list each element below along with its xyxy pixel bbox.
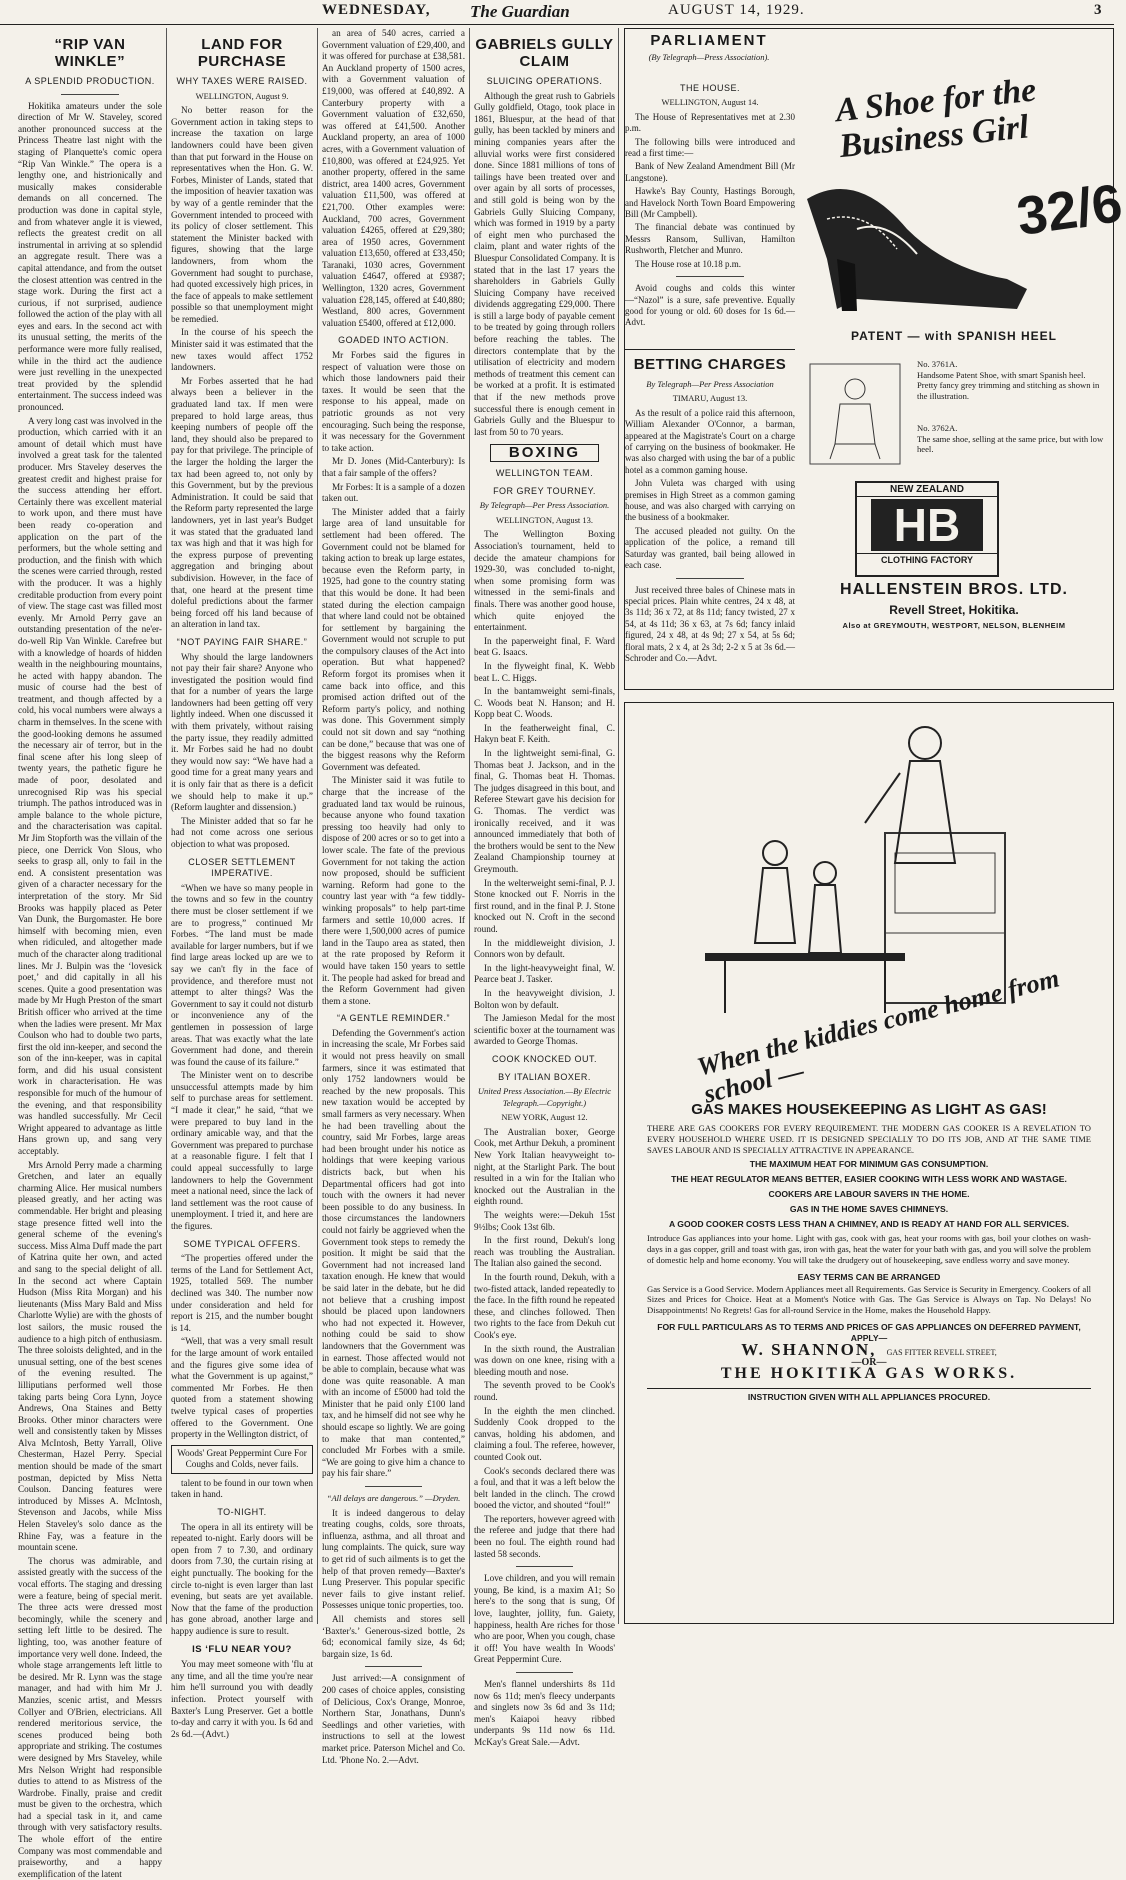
paragraph: In the flyweight final, K. Webb beat L. C. Higgs.	[474, 660, 615, 683]
paragraph: The Minister said it was futile to charge that the increase of the graduated land tax would be ruinous, because anyone who found taxation pressing too heavily had only to dispose of 200 acres or so to get into a lower scale. The fate of the previous Government for not taking the action now proposed, should be sufficient warning. Reform had gone to the country last year with “a few tiddly-winking proposals” to help part-time farmers and settle 10,000 acres. If there were 1,500,000 acres of pumice land in the Taupo area as stated, then at the rate proposed by Reform it would have taken 150 years to settle it. The people had asked for bread and the Reform Government had given them a stone.	[322, 775, 465, 1006]
dateline: TIMARU, August 13.	[672, 393, 748, 404]
gas-ad-company: THE HOKITIKA GAS WORKS.	[720, 1365, 1018, 1383]
product-description: Handsome Patent Shoe, with smart Spanish heel. Pretty fancy grey trimming and stitching as shown in the illustration.	[917, 369, 1100, 401]
parliament-body	[625, 81, 795, 331]
paragraph: In the eighth the men clinched. Suddenly Cook dropped to the canvas, holding his abdomen, and claiming a foul. The referee, however, counted Cook out.	[474, 1405, 615, 1462]
paragraph: Although the great rush to Gabriels Gully goldfield, Otago, took place in 1861, Bluespur, at the head of that gully, has been tackled by miners and mining companies years after the alluvial works were first considered done. Since 1881 millions of tons of tailings have been treated over and over again by all sorts of processes, and still gold is being won by the Gabriels Gully Sluicing Company, which was formed in 1919 by a party of eight men who purchased the claim, plant and water rights of the Bluespur Consolidated Company. It is stated that in the last 17 years the shareholders in Gabriels Gully Sluicing Company have received dividends aggregating £29,000. There is still a large body of payable cement to be treated by going through rollers before reaching the tables. The directors contemplate that by the utilisation of electricity and modern methods of treatment this cement can be worked at a profit. It is estimated that if the new methods prove successful there is enough cement in Gabriels Gully and the Bluespur to last from 50 to 70 years.	[474, 90, 615, 437]
gas-ad-or: —OR—	[851, 1357, 887, 1369]
store-address: Revell Street, Hokitika.	[889, 603, 1019, 617]
paragraph: In the welterweight semi-final, P. J. Stone knocked out F. Norris in the first round, and in the final P. J. Stone knocked out N. Croft in the second round.	[474, 877, 615, 934]
gas-ad-terms-heading: EASY TERMS CAN BE ARRANGED	[797, 1271, 941, 1282]
gas-ad-fitter-name: W. SHANNON,	[741, 1339, 877, 1359]
paragraph: The Wellington Boxing Association's tournament, held to decide the amateur champions for 1929-30, was concluded to-night, when some promising form was witnessed in the semi-finals and finals. There was another good house, which quite enjoyed the entertainment.	[474, 529, 615, 633]
paragraph: In the middleweight division, J. Connors won by default.	[474, 937, 615, 960]
paragraph: In the heavyweight division, J. Bolton won by default.	[474, 987, 615, 1010]
section-heading: CLOSER SETTLEMENT IMPERATIVE.	[188, 856, 296, 879]
paragraph: The Minister went on to describe unsuccessful attempts made by him self to purchase areas for settlement. “I made it clear,” he said, “that we were prepared to buy land in the ordinary amicable way, and that the Government was prepared to purchase at a reasonable figure. I felt that I could appeal successfully to large landowners to help the Government meet a national need, since the lack of land settlement was the root cause of unemployment. I tried it, and here are the figures.	[171, 1070, 313, 1231]
article-headline: LAND FOR PURCHASE	[197, 36, 287, 70]
gas-ad-point: A GOOD COOKER COSTS LESS THAN A CHIMNEY, AND IS READY AT HAND FOR ALL SERVICES.	[669, 1218, 1069, 1229]
divider	[516, 1566, 572, 1567]
paragraph: A very long cast was involved in the production, which carried with it an amount of detail which must have involved a great task for the talented producer. Mrs Staveley deserves the greatest credit and highest praise for the success attending her effort. Certainly there was excellent material to work upon, and there must have been ready co-operation and application on the part of the performers, but the whole setting and production, and the finish with which the scenes were carried through, rested with the producer. It was a highly creditable production from every point of view. The stage cast was filled most evenly. Mr Arnold Perry gave an outstanding presentation of the ne'er-do-well Rip Van Winkle. Carefree but with a knowledge of hoards of hidden wealth in the neighbouring mountains, he acted with happy abandon. The music of course had the best of treatment, and though affected by a cold, his vocal numbers were always a charm in themselves. In the scene with the good-looking demons he assumed the necessary air of terror, but in the final scene after his long sleep of twenty years, the pathetic figure he made of poor, desolated and unrecognised Rip was his special triumph. The pathos introduced was in ample balance to the whole picture, and the characterisation was capital. Mr Jim Stopforth was the villain of the piece, one Derrick Von Slous, who seeks to grasp all, only to fail in the end. A consistent presentation was given of a character necessary for the interpretation of the story. Mr Sid Brooks was happily placed as Peter Van Dunk, the Burgomaster. He bore himself with becoming mien, even when ridiculed, and altogether made much of the character along traditional lines. Mr J. Bulpin was the ‘lovesick poet,’ and did capitally in all his scenes. Quite a good presentation was made by Mr Hugh Preston of the smart British officer who arrived at the time when the ladies were present. Mr Max Coulson who had to double two parts, first the old inn-keeper, and second the son of the inn-keeper, was in capital form, and did his usual consistent work in characterisation. He was responsible for much of the humour of the evening, and that responsibility was handled successfully. Mr Cecil Wright appeared to advantage as little Hans grown up, and sang very acceptably.	[18, 415, 162, 1157]
shoe-tagline: PATENT — with SPANISH HEEL	[850, 329, 1057, 343]
paragraph: Mr D. Jones (Mid-Canterbury): Is that a fair sample of the offers?	[322, 456, 465, 478]
page-number: 3	[1094, 2, 1102, 18]
paragraph: No better reason for the Government action in taking steps to increase the taxation on large landowners could have been given than that put forward in the House on representatives when the Hon. G. W. Forbes, Minister of Lands, stated that the imposition of heavier taxation was by way of a gentle reminder that the Government intended to proceed with its policy of closer settlement. This statement the Minister backed with figures, showing that the large landowners, from whom the Government had sought to purchase, had quoted excessively high prices, in the face of appeals to make settlement possible so that unemployment might be remedied.	[171, 105, 313, 324]
paragraph: Why should the large landowners not pay their fair share? Anyone who investigated the position would find that for a number of years the large landowners had been getting off very lightly indeed. When one discussed it with them privately, without raising the party issue, they readily admitted it. Mr Forbes said he had no doubt they would now say: “We have had a good time for a great many years and it is only fair that as there is a deficit we should help to make it up.” (Reform laughter and dissension.)	[171, 651, 313, 813]
divider	[61, 94, 119, 95]
product-description: The same shoe, selling at the same price, but with low heel.	[917, 433, 1104, 454]
quotation: “All delays are dangerous.” —Dryden.	[326, 1493, 461, 1504]
boxing-headline: BOXING	[490, 444, 599, 462]
article-headline: “RIP VAN WINKLE”	[54, 36, 126, 70]
divider	[516, 1672, 572, 1673]
paragraph: The House rose at 10.18 p.m.	[635, 258, 741, 269]
section-heading: BY ITALIAN BOXER.	[498, 1071, 591, 1082]
shoe-description	[917, 359, 1107, 455]
section-heading: GOADED INTO ACTION.	[338, 335, 449, 346]
hb-logo-factory: CLOTHING FACTORY	[857, 553, 997, 565]
section-heading: IS ‘FLU NEAR YOU?	[192, 1643, 292, 1655]
byline: By Telegraph—Per Press Association	[646, 379, 774, 389]
section-heading: COOK KNOCKED OUT.	[491, 1053, 597, 1064]
paragraph: The seventh proved to be Cook's round.	[474, 1380, 615, 1402]
hb-logo	[855, 481, 999, 577]
hokitika-gas-works-ad	[624, 702, 1114, 1624]
byline: By Telegraph—Per Press Association.	[479, 500, 610, 511]
store-branches: Also at GREYMOUTH, WESTPORT, NELSON, BLENHEIM	[842, 621, 1066, 630]
paragraph: “The properties offered under the terms of the Land for Settlement Act, 1925, totalled 569. The number declined was 340. The number now under consideration and held for report is 215, and the number bought is 14.	[171, 1253, 313, 1333]
product-number: No. 3761A.	[917, 359, 958, 369]
section-heading: TO-NIGHT.	[217, 1507, 267, 1518]
byline: (By Telegraph—Press Association).	[648, 52, 770, 62]
paragraph: The reporters, however agreed with the referee and judge that there had been no foul. The eighth round had lasted 58 seconds.	[474, 1513, 615, 1559]
section-heading: WELLINGTON TEAM.	[495, 468, 594, 478]
gas-ad-contact	[647, 1339, 1091, 1359]
paragraph: Men's flannel undershirts 8s 11d now 6s 11d; men's fleecy underpants and singlets now 3s 6d and 3s 11d; men's Kaiapoi heavy ribbed underpants 9s 11d now 6s 11d. McKay's Great Sale.—Advt.	[474, 1679, 615, 1747]
paragraph: In the fourth round, Dekuh, with a two-fisted attack, landed repeatedly to the face. In the fifth round he repeated these, and clinches followed. Then two rights to the face from Dekuh cut Cook's eye.	[474, 1272, 615, 1340]
paragraph: As the result of a police raid this afternoon, William Alexander O'Connor, a barman, appeared at the Magistrate's Court on a charge of carrying on the business of bookmaker. He was also charged with using the bar of a public hotel as a common gaming house.	[625, 407, 795, 475]
paragraph: In the first round, Dekuh's long reach was troubling the Australian. The Italian also gained the second.	[474, 1235, 615, 1269]
column-land-continued	[322, 28, 465, 1765]
hallenstein-shoe-ad	[624, 28, 1126, 690]
section-heading: THE HOUSE.	[679, 83, 740, 93]
section-heading: “A GENTLE REMINDER.”	[336, 1013, 450, 1024]
paragraph: In the light-heavyweight final, W. Pearce beat J. Tasker.	[474, 962, 615, 985]
masthead-date: AUGUST 14, 1929.	[668, 2, 805, 18]
byline: United Press Association.—By Electric Telegraph.—Copyright.)	[477, 1086, 612, 1108]
hb-logo-mark: HB	[871, 499, 983, 551]
masthead-day: WEDNESDAY,	[322, 2, 431, 18]
hb-logo-country: NEW ZEALAND	[857, 483, 997, 497]
paragraph: an area of 540 acres, carried a Government valuation of £29,400, and it was offered for purchase at £38,581. An Auckland property of 1500 acres, with a Government valuation of £19,000, was offered at £40,892. A Canterbury property with a Government valuation of £32,650, was offered at £41,500. Another Auckland property, an area of 1000 acres, with a Government valuation of £10,800, was offered at £24,925. Yet another property, offered in the same district, area 1400 acres, Government valuation £11,500, was offered at £21,700. Other examples were: Auckland, 700 acres, Government valuation £4265, offered at £29,380; area of 1950 acres, Government valuation £13,650, offered at £33,450; Taranaki, 1030 acres, Government valuation £4647, offered at £9387; Wellington, 1320 acres, Government valuation £28,145, offered at £40,880; Westland, 800 acres, Government valuation £5400, offered at £12,000.	[322, 28, 465, 328]
paragraph: Avoid coughs and colds this winter—“Nazol” is a sure, safe preventive. Equally good for young or old. 60 doses for 1s 6d.—Advt.	[625, 283, 795, 328]
paragraph: The weights were:—Dekuh 15st 9½lbs; Cook 13st 6lb.	[474, 1210, 615, 1232]
gas-ad-point: GAS IN THE HOME SAVES CHIMNEYS.	[789, 1203, 949, 1214]
article-subheading: WHY TAXES WERE RAISED.	[176, 76, 308, 86]
paragraph: In the bantamweight semi-finals, C. Woods beat N. Hanson; and H. Kopp beat C. Woods.	[474, 686, 615, 720]
paragraph: John Vuleta was charged with using premises in High Street as a common gaming house, and was also charged with carrying on the business of a bookmaker.	[625, 478, 795, 523]
dateline: WELLINGTON, August 13.	[495, 514, 594, 525]
gas-ad-point: COOKERS ARE LABOUR SAVERS IN THE HOME.	[768, 1188, 970, 1199]
paragraph: It is indeed dangerous to delay treating coughs, colds, sore throats, influenza, asthma, and all throat and lung complaints. The quick, sure way to get rid of such ailments is to get the help of that proven remedy—Baxter's Lung Preserver. This popular specific never fails to give instant relief. Possesses unique tonic properties, too.	[322, 1507, 465, 1611]
masthead-paper-title: The Guardian	[470, 2, 570, 21]
dateline: NEW YORK, August 12.	[501, 1112, 588, 1123]
paragraph: Mr Forbes asserted that he had always been a believer in the graduated land tax. If men were prepared to hold large areas, thus keeping numbers of people off the land, they should also be prepared to pay for that privilege. The principle of the larger the holding the larger the tax had been agreed to, not only by this Government, but by the previous Administration. It could be said that the Reform party represented the large landowners, yet in last year's Budget it was stated that the graduated land tax was high and that it was high for the express purpose of preventing aggregation and bringing about subdivision. However, in the face of that, one heard at the present time doleful predictions about the farmer being forced off his land because of an alteration in land tax.	[171, 375, 313, 630]
paragraph: The Minister added that a fairly large area of land unsuitable for settlement had been offered. The Government could not be blamed for taking action to break up large estates, because even the Reform party, in 1925, had gone to the country stating that this would be done. It had been stated during the election campaign that where land could not be obtained for settlement by bargaining the Government would not scruple to put the compulsory clauses of the Act into operation. But what happened? Reform forgot its promises when it came back into office, and this promised action drifted out of the Reform party's policy, and nothing was done. This Government simply could not sit down and say “nothing can be done,” because that was one of the biggest reasons why the Reform Government was defeated.	[322, 506, 465, 772]
paragraph: The Minister added that so far he had not come across one serious objection to what was proposed.	[171, 815, 313, 849]
paragraph: In the lightweight semi-final, G. Thomas beat J. Jackson, and in the final, G. Thomas beat H. Thomas. The judges disagreed in this bout, and Referee Stewart gave his decision for G. Thomas. The verdict was ironically received, and it was announced immediately that both of the brothers would be sent to the New Zealand Championship tourney at Greymouth.	[474, 748, 615, 874]
betting-charges-article	[625, 349, 795, 666]
divider	[676, 276, 744, 277]
shoe-headline: A Shoe for the Business Girl	[833, 71, 1038, 166]
paragraph: In the featherweight final, C. Hakyn beat F. Keith.	[474, 722, 615, 745]
paragraph: The House of Representatives met at 2.30 p.m.	[625, 111, 795, 134]
article-headline: BETTING CHARGES	[633, 356, 787, 373]
masthead	[0, 0, 1114, 25]
divider	[676, 578, 744, 579]
paragraph: Mr Forbes: It is a sample of a dozen taken out.	[322, 481, 465, 504]
column-gabriels-gully-boxing	[474, 28, 615, 1747]
paragraph: The accused pleaded not guilty. On the application of the police, a remand till Saturday was granted, bail being allowed in each case.	[625, 525, 795, 571]
column-rule	[618, 28, 619, 1624]
paragraph: The opera in all its entirety will be repeated to-night. Early doors will be open from 7 to 7.30, and ordinary doors from 7.30, the curtain rising at eight punctually. The booking for the circle to-night is even larger than last evening, but seats are yet available. Now that the fame of the production has gone abroad, another large and happy audience is sure to result.	[171, 1521, 313, 1636]
paragraph: The Australian boxer, George Cook, met Arthur Dekuh, a prominent New York Italian heavyweight to-night, at the Starlight Park. The bout resulted in a win for the Italian who knocked out the Australian in the eighth round.	[474, 1126, 615, 1207]
column-rule	[317, 28, 318, 1624]
paragraph: Just arrived:—A consignment of 200 cases of choice apples, consisting of Delicious, Cox's Orange, Monroe, Northern Star, Jonathans, Dunn's Seedlings and other varieties, with instructions to sell at the lowest market price. Paterson Michel and Co. Ltd. 'Phone No. 2.—Advt.	[322, 1673, 465, 1765]
gas-ad-title: GAS MAKES HOUSEKEEPING AS LIGHT AS GAS!	[691, 1101, 1047, 1118]
gas-ad-footer: INSTRUCTION GIVEN WITH ALL APPLIANCES PROCURED.	[647, 1388, 1091, 1403]
woman-seated-illustration-icon	[805, 359, 905, 469]
paragraph: Mr Forbes said the figures in respect of valuation were those on which those landowners paid their taxes. It would be seen that the response to his appeal, made on patriotic grounds as not very encouraging. Such being the response, it was necessary for the Government to take action.	[322, 350, 465, 453]
paragraph: In the paperweight final, F. Ward beat G. Isaacs.	[474, 635, 615, 658]
poem: Love children, and you will remain young, Be kind, is a maxim A1; So here's to the song that is sung, Of love, laughter, jollity, fun. Gaiety, happiness, health Are riches for those who are poor, When you cough, chase it off! You have wealth In Woods' Great Peppermint Cure.	[474, 1573, 615, 1665]
gas-ad-body	[647, 1093, 1091, 1404]
gas-ad-point: THE HEAT REGULATOR MEANS BETTER, EASIER COOKING WITH LESS WORK AND WASTAGE.	[671, 1174, 1067, 1185]
divider	[365, 1666, 422, 1667]
column-rule	[166, 28, 167, 1624]
paragraph: In the sixth round, the Australian was down on one knee, rising with a bleeding mouth and nose.	[474, 1343, 615, 1377]
product-number: No. 3762A.	[917, 423, 958, 433]
peppermint-cure-ad: Woods' Great Peppermint Cure For Coughs and Colds, never fails.	[171, 1445, 313, 1474]
paragraph: Mrs Arnold Perry made a charming Gretchen, and later an equally charming Alice. Her musical numbers pleased greatly, and her acting was commendable. Her bright and pleasing stage presence fitted well into the general scheme of the evening's success. Miss Alma Duff made the part of Katrina quite her own, and acted and sang to the special delight of all. In the second act where Captain Hudson (Miss Rita Morgan) and his lieutenants (Miss Mary Bald and Miss Charlotte Wylie) are with the ghosts of lost sailors, the music roused the audience to a high pitch of enthusiasm. The three soloists delighted, and in the unusual setting, one of the best scenes of the evening resulted. The lilliputians performed well those taking parts being Cora Lynn, Joyce Andrews, Ona Staines and Betty Brooks. Other minor characters were well and consistently taken by Misses Alva McIntosh, Betty Yarrall, Olive Chesterman, Hazel Perry. Special mention should be made of the smart postman, depicted by Miss Netta Coulson. Dancing features were introduced by Misses A. McIntosh, Stevenson and Jacobs, while Miss Helen Staveley's solo dance as the Rhine Fay, was a feature in the mountain scene.	[18, 1159, 162, 1553]
divider	[365, 1486, 422, 1487]
paragraph: Hokitika amateurs under the sole direction of Mr W. Staveley, scored another pronounced success at the Princess Theatre last night with the staging of Planquette's comic opera “Rip Van Winkle.” The opera is a lengthy one, and histrionically and musically makes considerable demands on all concerned. The production was done in capital style, and from whatever angle it is viewed, reflects the greatest credit on all instrumental in arriving at so splendid an aggregate result. There was a capital attendance, and from the outset the closest attention was centred in the stage work. During the first act a curious, if not surprised, audience followed the action of the play with all eyes and ears. In the second act with its unusual setting, the merits of the performance were more fully realised, while in the third act the audience were just revelling in the unexpected treat provided by the splendid entertainment. The success indeed was pronounced.	[18, 100, 162, 413]
paragraph: All chemists and stores sell ‘Baxter's.’ Generous-sized bottle, 2s 6d; economical family size, 4s 6d; bargain size, 1s 6d.	[322, 1613, 465, 1659]
paragraph: The following bills were introduced and read a first time:—	[625, 136, 795, 159]
section-heading: SOME TYPICAL OFFERS.	[183, 1238, 301, 1249]
column-rule	[469, 28, 470, 1624]
article-subheading: SLUICING OPERATIONS.	[486, 76, 603, 86]
paragraph: The chorus was admirable, and assisted greatly with the success of the vocal efforts. The staging and dressing were a feature, being of special merit. The three acts were dressed most becomingly, while the scenery and setting left little to be desired. The lighting, too, was another feature of importance very well done. Indeed, the whole stage arrangements left little to be desired. Mr R. Lynn was the stage manager, and had with him Mr J. Manzies, scenic artist, and Messrs Collyer and O'Brien, electricians. All rendered meritorious service, the scenes produced being both appropriate and striking. The costumes were designed by Mrs Staveley, while Mrs Nelson Wright had responsible duties to attend to as Mistress of the Wardrobe. Finally, praise and credit must be given to the orchestra, which had a special task in it, and came through with very satisfactory results. The whole effort of the entire Company was most commendable and praiseworthy, and a happy exemplification of the latent	[18, 1555, 162, 1879]
gas-ad-fitter-address: GAS FITTER REVELL STREET,	[886, 1347, 997, 1357]
dateline: WELLINGTON, August 9.	[195, 90, 289, 101]
paragraph: The financial debate was continued by Messrs Ransom, Sullivan, Hamilton Rushworth, Fletcher and Munro.	[625, 222, 795, 256]
gas-ad-body-text: Introduce Gas appliances into your home. Light with gas, cook with gas, heat your rooms with gas, boil your clothes on wash-days in a gas copper, grill and toast with gas, iron with gas, heat the water for your bath with gas, and you will solve the problem of domestic help and home economy. You will take the drudgery out of housekeeping, save endless worry and save money.	[647, 1233, 1091, 1265]
shoe-ad-header	[797, 69, 1126, 329]
shoe-price: 32/6	[1013, 172, 1126, 248]
paragraph: You may meet someone with 'flu at any time, and all the time you're near him he'll surround you with deadly infection. Protect yourself with Baxter's Lung Preserver. Get a bottle to-day and carry it with you. Is 6d and 2s 6d.—(Advt.)	[171, 1659, 313, 1739]
paragraph: Just received three bales of Chinese mats in special prices. Plain white centres, 24 x 48, at 3s 11d; 36 x 72, at 8s 11d; fancy twisted, 27 x 54, at 4s 11d; 36 x 63, at 7s 6d; fancy inlaid figured, 24 x 48, at 4s 9d; 27 x 54, at 5s 6d; floral mats, 2 x 4, at 2s 3d; 2-2 x 5 at 3s 6d.—Schroder and Co.—Advt.	[625, 584, 795, 663]
store-name: HALLENSTEIN BROS. LTD.	[840, 581, 1068, 598]
gas-ad-terms: Gas Service is a Good Service. Modern Appliances meet all Requirements. Gas Service is Security in Emergency. Cookers of all Sizes and Prices for Choice. Heat at a Moment's Notice with Gas. The Gas Service is Always on Tap. No Delays! No Disappointments! No Regrets! Gas for all-round Service in the Home, makes the Household Happy.	[647, 1283, 1091, 1316]
paragraph: Hawke's Bay County, Hastings Borough, and Havelock North Town Board Empowering Bill (Mr Campbell).	[625, 186, 795, 220]
paragraph: In the course of his speech the Minister said it was estimated that the new taxes would affect 1752 landowners.	[171, 327, 313, 373]
paragraph: Cook's seconds declared there was a foul, and that it was a left below the belt landed in the clinch. The crowd booed the victor, and shouted “foul!”	[474, 1465, 615, 1511]
shoe-illustration-icon	[797, 159, 1037, 319]
section-heading: FOR GREY TOURNEY.	[493, 485, 596, 496]
gas-ad-point: THE MAXIMUM HEAT FOR MINIMUM GAS CONSUMPTION.	[749, 1159, 989, 1170]
column-land-for-purchase	[171, 28, 313, 1739]
gas-ad-intro: THERE ARE GAS COOKERS FOR EVERY REQUIREMENT. THE MODERN GAS COOKER IS A REVELATION TO EVERY HOUSEHOLD WHERE USED. IT IS DESIGNED SPECIALLY TO DO ITS JOB, AND AT THE SAME TIME SAVES LABOUR AND IS SPECIALLY ATTRACTIVE IN APPEARANCE.	[647, 1123, 1091, 1155]
gas-ad-apply: FOR FULL PARTICULARS AS TO TERMS AND PRICES OF GAS APPLIANCES ON DEFERRED PAYMENT, APPLY—	[657, 1321, 1081, 1343]
article-headline: GABRIELS GULLY CLAIM	[475, 36, 614, 70]
paragraph: “When we have so many people in the towns and so few in the country there must be closer settlement if we are to progress,” continued Mr Forbes. “The land must be made available for larger numbers, but if we find large areas locked up are we to say we can't fly in the face of providence, and therefore must not attempt to alter things? Was the Government to say it could not disturb or inconvenience any of the gentlemen in possession of large areas. That was exactly what the late Government had done, and therein was found the cause of its failure.”	[171, 882, 313, 1067]
paragraph: Defending the Government's action in increasing the scale, Mr Forbes said it would not press heavily on small farmers, since it was estimated that only 1752 landowners would be reached by the new proposals. This new taxation would be accepted by small farmers as very necessary. When he had been travelling about the country, said Mr Forbes, large areas had been brought under his notice as holdings that were keeping various districts back, but when his Departmental officers had got into touch with the owners it had never been possible to do any business. In those circumstances the landowners could not fairly be aggrieved when the Government took steps to remedy the position. It might be said that the Government had not increased land taxation enough. He knew that would be said later in the debate, but he did not believe that a crushing impost should be placed upon landowners who had not expected it. However, nothing could be said to show landowners that the Government was in earnest. Those affected would not be able to complain, because what was done was quite reasonable. A man with an income of £5000 had told the Minister that he paid only £100 land tax, and he himself did not see why he should escape so lightly. We are going to make that man contented,” concluded Mr Forbes with a smile. “We are going to give him a chance to pay his fair share.”	[322, 1027, 465, 1479]
paragraph: “Well, that was a very small result for the large amount of work entailed and the figures give some idea of what the Government is up against,” commented Mr Forbes. He then quoted from a statement showing twelve typical cases of properties offered to the Government. One property in the Wellington district, of	[171, 1336, 313, 1440]
paragraph: Bank of New Zealand Amendment Bill (Mr Langstone).	[625, 161, 795, 183]
dateline: WELLINGTON, August 14.	[661, 97, 759, 108]
paragraph: The Jamieson Medal for the most scientific boxer at the tournament was awarded to George Thomas.	[474, 1013, 615, 1047]
paragraph: talent to be found in our town when taken in hand.	[171, 1477, 313, 1500]
article-subheading: A SPLENDID PRODUCTION.	[25, 76, 155, 86]
column-rip-van-winkle	[18, 28, 162, 1879]
section-heading: “NOT PAYING FAIR SHARE.”	[176, 636, 308, 647]
gas-ad-headline: When the kiddies come home from school —	[694, 963, 1063, 1109]
article-headline: PARLIAMENT	[650, 32, 768, 49]
